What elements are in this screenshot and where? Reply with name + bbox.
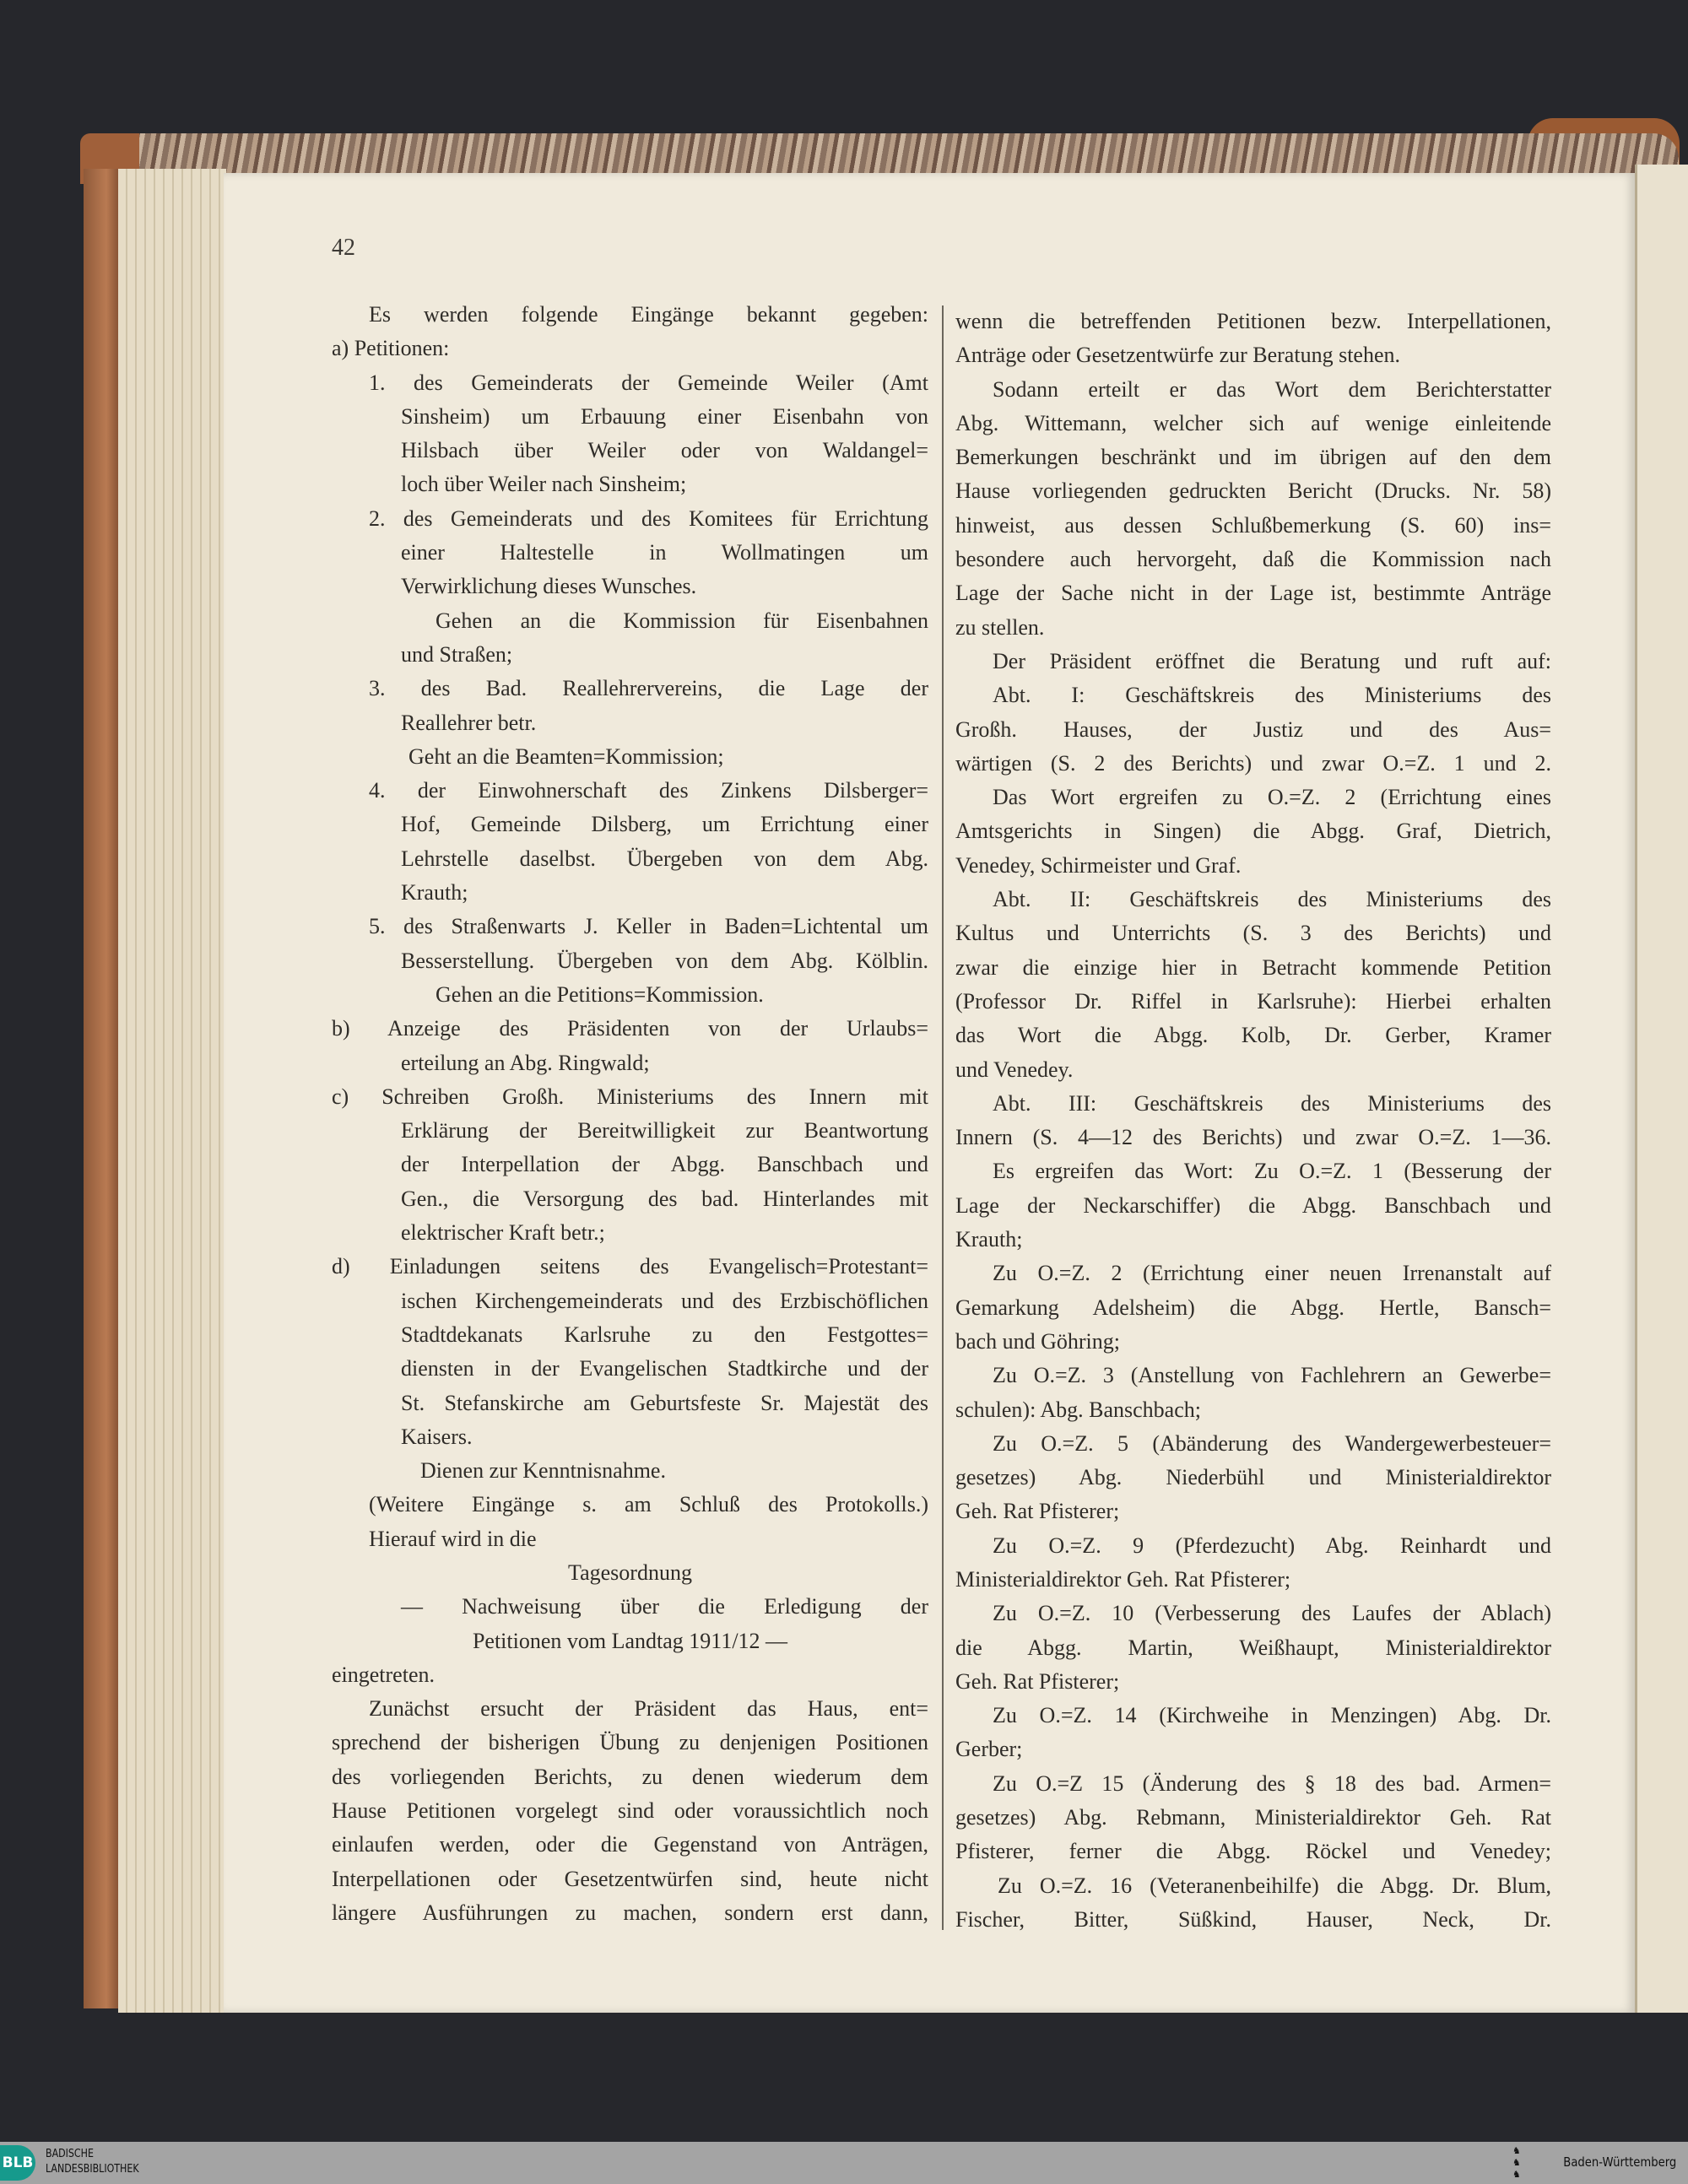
text-line: Stadtdekanats Karlsruhe zu den Festgottes= bbox=[401, 1322, 928, 1347]
text-line: ischen Kirchengemeinderats und des Erzbischöflichen bbox=[401, 1288, 928, 1313]
text-line: Zu O.=Z. 3 (Anstellung von Fachlehrern an Gewerbe= bbox=[993, 1363, 1551, 1388]
column-divider bbox=[942, 305, 944, 1930]
text-line: Gemarkung Adelsheim) die Abgg. Hertle, Bansch= bbox=[955, 1295, 1551, 1320]
text-line: Gehen an die Kommission für Eisenbahnen bbox=[436, 608, 928, 633]
text-line: Abt. III: Geschäftskreis des Ministeriums des bbox=[993, 1090, 1551, 1116]
text-line: Interpellationen oder Gesetzentwürfen sind, heute nicht bbox=[332, 1866, 928, 1891]
text-line: Amtsgerichts in Singen) die Abgg. Graf, Dietrich, bbox=[955, 819, 1551, 844]
text-line: erteilung an Abg. Ringwald; bbox=[401, 1050, 650, 1075]
text-line: die Abgg. Martin, Weißhaupt, Ministerialdirektor bbox=[955, 1635, 1551, 1660]
text-line: Zunächst ersucht der Präsident das Haus, ent= bbox=[369, 1696, 928, 1722]
text-line: Zu O.=Z. 16 (Veteranenbeihilfe) die Abgg. Dr. Blum, bbox=[998, 1873, 1551, 1898]
page-stack-edges bbox=[118, 169, 226, 2013]
library-name[interactable] bbox=[46, 2147, 139, 2177]
text-line: Der Präsident eröffnet die Beratung und ruft auf: bbox=[993, 648, 1551, 673]
text-line: Gen., die Versorgung des bad. Hinterlandes mit bbox=[401, 1186, 928, 1211]
text-line: (Weitere Eingänge s. am Schluß des Protokolls.) bbox=[369, 1492, 928, 1517]
text-line: Hause Petitionen vorgelegt sind oder voraussichtlich noch bbox=[332, 1798, 928, 1824]
text-line: eingetreten. bbox=[332, 1662, 435, 1687]
text-line: Krauth; bbox=[401, 880, 468, 905]
text-line: Es werden folgende Eingänge bekannt gegeben: bbox=[369, 302, 928, 327]
text-line: wenn die betreffenden Petitionen bezw. Interpellationen, bbox=[955, 309, 1551, 333]
text-line: und Venedey. bbox=[955, 1057, 1074, 1082]
blb-logo[interactable]: BLB bbox=[0, 2145, 35, 2181]
book-cover-marbled-board bbox=[84, 133, 1679, 176]
text-line: wärtigen (S. 2 des Berichts) und zwar O.=Z. 1 und 2. bbox=[955, 750, 1551, 776]
library-name-line1: BADISCHE bbox=[46, 2148, 94, 2160]
footer-bar bbox=[0, 2142, 1688, 2184]
text-line: d) Einladungen seitens des Evangelisch=Protestant= bbox=[332, 1254, 928, 1279]
text-line: zu stellen. bbox=[955, 614, 1045, 640]
text-line: Geh. Rat Pfisterer; bbox=[955, 1499, 1120, 1524]
text-line: der Interpellation der Abgg. Banschbach und bbox=[401, 1152, 928, 1177]
text-line: zwar die einzige hier in Betracht kommende Petition bbox=[955, 954, 1551, 980]
facing-page-edge bbox=[1635, 165, 1688, 2013]
text-line: Venedey, Schirmeister und Graf. bbox=[955, 852, 1242, 878]
text-line: Zu O.=Z. 9 (Pferdezucht) Abg. Reinhardt und bbox=[993, 1533, 1551, 1558]
text-line: Bemerkungen beschränkt und im übrigen auf den dem bbox=[955, 445, 1551, 470]
text-line: Zu O.=Z. 2 (Errichtung einer neuen Irrenanstalt auf bbox=[993, 1261, 1551, 1286]
text-line: 5. des Straßenwarts J. Keller in Baden=Lichtental um bbox=[369, 914, 928, 939]
text-line: einer Haltestelle in Wollmatingen um bbox=[401, 540, 928, 565]
text-line: Dienen zur Kenntnisnahme. bbox=[420, 1458, 666, 1484]
text-line: 1. des Gemeinderats der Gemeinde Weiler (Amt bbox=[369, 370, 928, 395]
text-line: 3. des Bad. Reallehrervereins, die Lage der bbox=[369, 676, 928, 701]
text-line: Zu O.=Z 15 (Änderung des § 18 des bad. Armen= bbox=[993, 1770, 1551, 1796]
text-line: bach und Göhring; bbox=[955, 1328, 1120, 1354]
text-line: Lage der Sache nicht in der Lage ist, bestimmte Anträge bbox=[955, 581, 1551, 606]
text-line: Lage der Neckarschiffer) die Abgg. Banschbach und bbox=[955, 1192, 1551, 1218]
text-line: loch über Weiler nach Sinsheim; bbox=[401, 472, 687, 497]
text-line: Abt. II: Geschäftskreis des Ministeriums des bbox=[993, 887, 1551, 912]
text-line: gesetzes) Abg. Niederbühl und Ministerialdirektor bbox=[955, 1465, 1551, 1490]
book-spine-edge bbox=[84, 169, 122, 2008]
text-line: a) Petitionen: bbox=[332, 336, 450, 361]
text-line: Zu O.=Z. 5 (Abänderung des Wandergewerbesteuer= bbox=[993, 1430, 1551, 1456]
text-line: Geht an die Beamten=Kommission; bbox=[408, 743, 724, 769]
text-line: Fischer, Bitter, Süßkind, Hauser, Neck, Dr. bbox=[955, 1906, 1551, 1932]
text-line: — Nachweisung über die Erledigung der bbox=[401, 1594, 928, 1619]
text-line: (Professor Dr. Riffel in Karlsruhe): Hierbei erhalten bbox=[955, 988, 1551, 1014]
text-line: längere Ausführungen zu machen, sondern erst dann, bbox=[332, 1900, 928, 1925]
text-line: Hierauf wird in die bbox=[369, 1526, 537, 1551]
text-line: hinweist, aus dessen Schlußbemerkung (S. 60) ins= bbox=[955, 512, 1551, 538]
text-line: Zu O.=Z. 10 (Verbesserung des Laufes der Ablach) bbox=[993, 1601, 1551, 1626]
text-line: Erklärung der Bereitwilligkeit zur Beantwortung bbox=[401, 1118, 928, 1143]
text-line: Hof, Gemeinde Dilsberg, um Errichtung einer bbox=[401, 812, 928, 837]
state-name[interactable]: Baden-Württemberg bbox=[1562, 2154, 1676, 2170]
text-line: Sinsheim) um Erbauung einer Eisenbahn von bbox=[401, 403, 928, 429]
text-line: Innern (S. 4—12 des Berichts) und zwar O.=Z. 1—36. bbox=[955, 1125, 1551, 1150]
text-line: Tagesordnung bbox=[568, 1560, 692, 1585]
state-coat-of-arms-icon: ♞ ♞ ♞ bbox=[1512, 2145, 1521, 2180]
text-line: Krauth; bbox=[955, 1227, 1023, 1252]
text-line: Besserstellung. Übergeben von dem Abg. Kölblin. bbox=[401, 948, 928, 973]
left-column bbox=[332, 298, 928, 1930]
text-line: c) Schreiben Großh. Ministeriums des Innern mit bbox=[332, 1084, 928, 1109]
text-line: Lehrstelle daselbst. Übergeben von dem Abg. bbox=[401, 846, 928, 871]
page-number: 42 bbox=[332, 235, 355, 261]
text-line: Hause vorliegenden gedruckten Bericht (Drucks. Nr. 58) bbox=[955, 478, 1551, 504]
text-line: Hilsbach über Weiler oder von Waldangel= bbox=[401, 438, 928, 463]
text-line: Es ergreifen das Wort: Zu O.=Z. 1 (Besserung der bbox=[993, 1159, 1551, 1184]
text-line: 2. des Gemeinderats und des Komitees für Errichtung bbox=[369, 505, 928, 531]
text-line: elektrischer Kraft betr.; bbox=[401, 1220, 605, 1246]
text-line: St. Stefanskirche am Geburtsfeste Sr. Majestät des bbox=[401, 1390, 928, 1415]
text-line: Reallehrer betr. bbox=[401, 710, 537, 735]
text-line: diensten in der Evangelischen Stadtkirche und der bbox=[401, 1356, 928, 1381]
text-line: schulen): Abg. Banschbach; bbox=[955, 1397, 1201, 1422]
text-line: und Straßen; bbox=[401, 641, 513, 667]
text-line: Kaisers. bbox=[401, 1424, 473, 1449]
text-line: Ministerialdirektor Geh. Rat Pfisterer; bbox=[955, 1566, 1291, 1592]
text-line: Abg. Wittemann, welcher sich auf wenige einleitende bbox=[955, 410, 1551, 435]
text-line: b) Anzeige des Präsidenten von der Urlaubs= bbox=[332, 1016, 928, 1041]
text-line: einlaufen werden, oder die Gegenstand von Anträgen, bbox=[332, 1832, 928, 1857]
text-line: Sodann erteilt er das Wort dem Berichterstatter bbox=[993, 376, 1551, 402]
text-line: sprechend der bisherigen Übung zu denjenigen Positionen bbox=[332, 1730, 928, 1755]
text-line: Geh. Rat Pfisterer; bbox=[955, 1668, 1120, 1694]
text-line: das Wort die Abgg. Kolb, Dr. Gerber, Kramer bbox=[955, 1023, 1551, 1048]
text-line: Petitionen vom Landtag 1911/12 — bbox=[472, 1628, 788, 1653]
text-line: Abt. I: Geschäftskreis des Ministeriums des bbox=[993, 683, 1551, 708]
text-line: Verwirklichung dieses Wunsches. bbox=[401, 574, 697, 599]
text-line: Anträge oder Gesetzentwürfe zur Beratung stehen. bbox=[955, 343, 1400, 368]
text-line: Zu O.=Z. 14 (Kirchweihe in Menzingen) Abg. Dr. bbox=[993, 1703, 1551, 1728]
text-line: Gehen an die Petitions=Kommission. bbox=[436, 981, 764, 1007]
text-line: Kultus und Unterrichts (S. 3 des Berichts) und bbox=[955, 921, 1551, 946]
library-name-line2: LANDESBIBLIOTHEK bbox=[46, 2163, 139, 2176]
text-line: des vorliegenden Berichts, zu denen wiederum dem bbox=[332, 1764, 928, 1789]
text-line: Das Wort ergreifen zu O.=Z. 2 (Errichtung eines bbox=[993, 785, 1551, 810]
text-line: gesetzes) Abg. Rebmann, Ministerialdirektor Geh. Rat bbox=[955, 1805, 1551, 1830]
text-line: besondere auch hervorgeht, daß die Kommission nach bbox=[955, 547, 1551, 572]
text-line: Gerber; bbox=[955, 1737, 1023, 1762]
text-line: Pfisterer, ferner die Abgg. Röckel und Venedey; bbox=[955, 1839, 1551, 1864]
text-line: 4. der Einwohnerschaft des Zinkens Dilsberger= bbox=[369, 778, 928, 803]
text-line: Großh. Hauses, der Justiz und des Aus= bbox=[955, 716, 1551, 742]
right-column bbox=[955, 305, 1551, 1937]
